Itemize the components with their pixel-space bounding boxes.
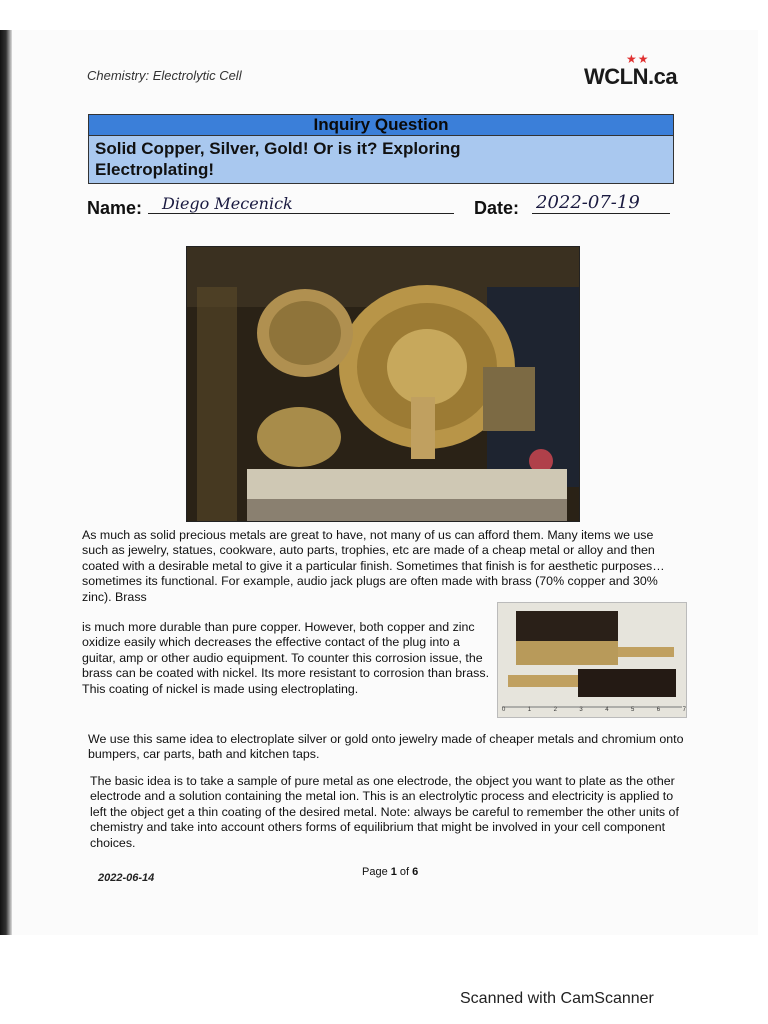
page-number: Page 1 of 6 — [362, 866, 419, 878]
name-value: Diego Mecenick — [162, 194, 293, 213]
museum-display-photo — [186, 246, 580, 522]
inquiry-heading: Inquiry Question — [89, 115, 673, 136]
inquiry-title: Solid Copper, Silver, Gold! Or is it? Exploring Electroplating! — [95, 139, 461, 179]
electroplate-paragraph: We use this same idea to electroplate silver or gold onto jewelry made of cheaper metals and chromium onto bumpers, car parts, bath and kitchen taps. — [88, 732, 684, 762]
audio-plug-photo — [497, 602, 687, 718]
camscanner-watermark: Scanned with CamScanner — [460, 990, 654, 1007]
logo-text: WCLN.ca — [584, 64, 678, 89]
name-label: Name: — [87, 198, 143, 218]
name-line — [148, 213, 454, 214]
course-header: Chemistry: Electrolytic Cell — [87, 68, 242, 83]
star-icon: ★★ — [626, 52, 650, 66]
intro-paragraph: As much as solid precious metals are great to have, not many of us can afford them. Many items we use such as jewelry, statues, cookware, auto parts, trophies, etc are made of a cheap metal or alloy and then coated with a desirable metal to give it a particular finish. Sometimes that finish is for aesthetic purposes…sometimes its functional. For example, audio jack plugs are often made with brass (70% copper and 30% zinc). Brass — [82, 528, 665, 604]
plug-illustration — [498, 603, 686, 717]
document-page — [12, 30, 758, 935]
basic-idea-paragraph: The basic idea is to take a sample of pure metal as one electrode, the object you want to plate as the other electrode and a solution containing the metal ion. This is an electrolytic process and electricity is applied to left the object get a thin coating of the desired metal. Note: always be careful to remember the other units of chemistry and take into account others forms of equilibrium that might be involved in your cell component choices. — [90, 774, 679, 850]
date-line — [532, 213, 670, 214]
inquiry-box — [88, 114, 674, 184]
ruler-ticks: 0 1 2 3 4 5 6 7 — [502, 707, 686, 713]
intro-paragraph-continued: is much more durable than pure copper. However, both copper and zinc oxidize easily which decreases the effective contact of the plug into a guitar, amp or other audio equipment. To counter this corrosion issue, the brass can be coated with nickel. Its more resistant to corrosion than brass. This coating of nickel is made using electroplating. — [82, 620, 490, 696]
scan-edge — [0, 30, 12, 935]
date-value: 2022-07-19 — [536, 192, 640, 213]
photo-illustration — [187, 247, 579, 521]
footer-date: 2022-06-14 — [98, 872, 155, 884]
date-label: Date: — [474, 198, 520, 218]
wcln-logo — [584, 52, 684, 94]
